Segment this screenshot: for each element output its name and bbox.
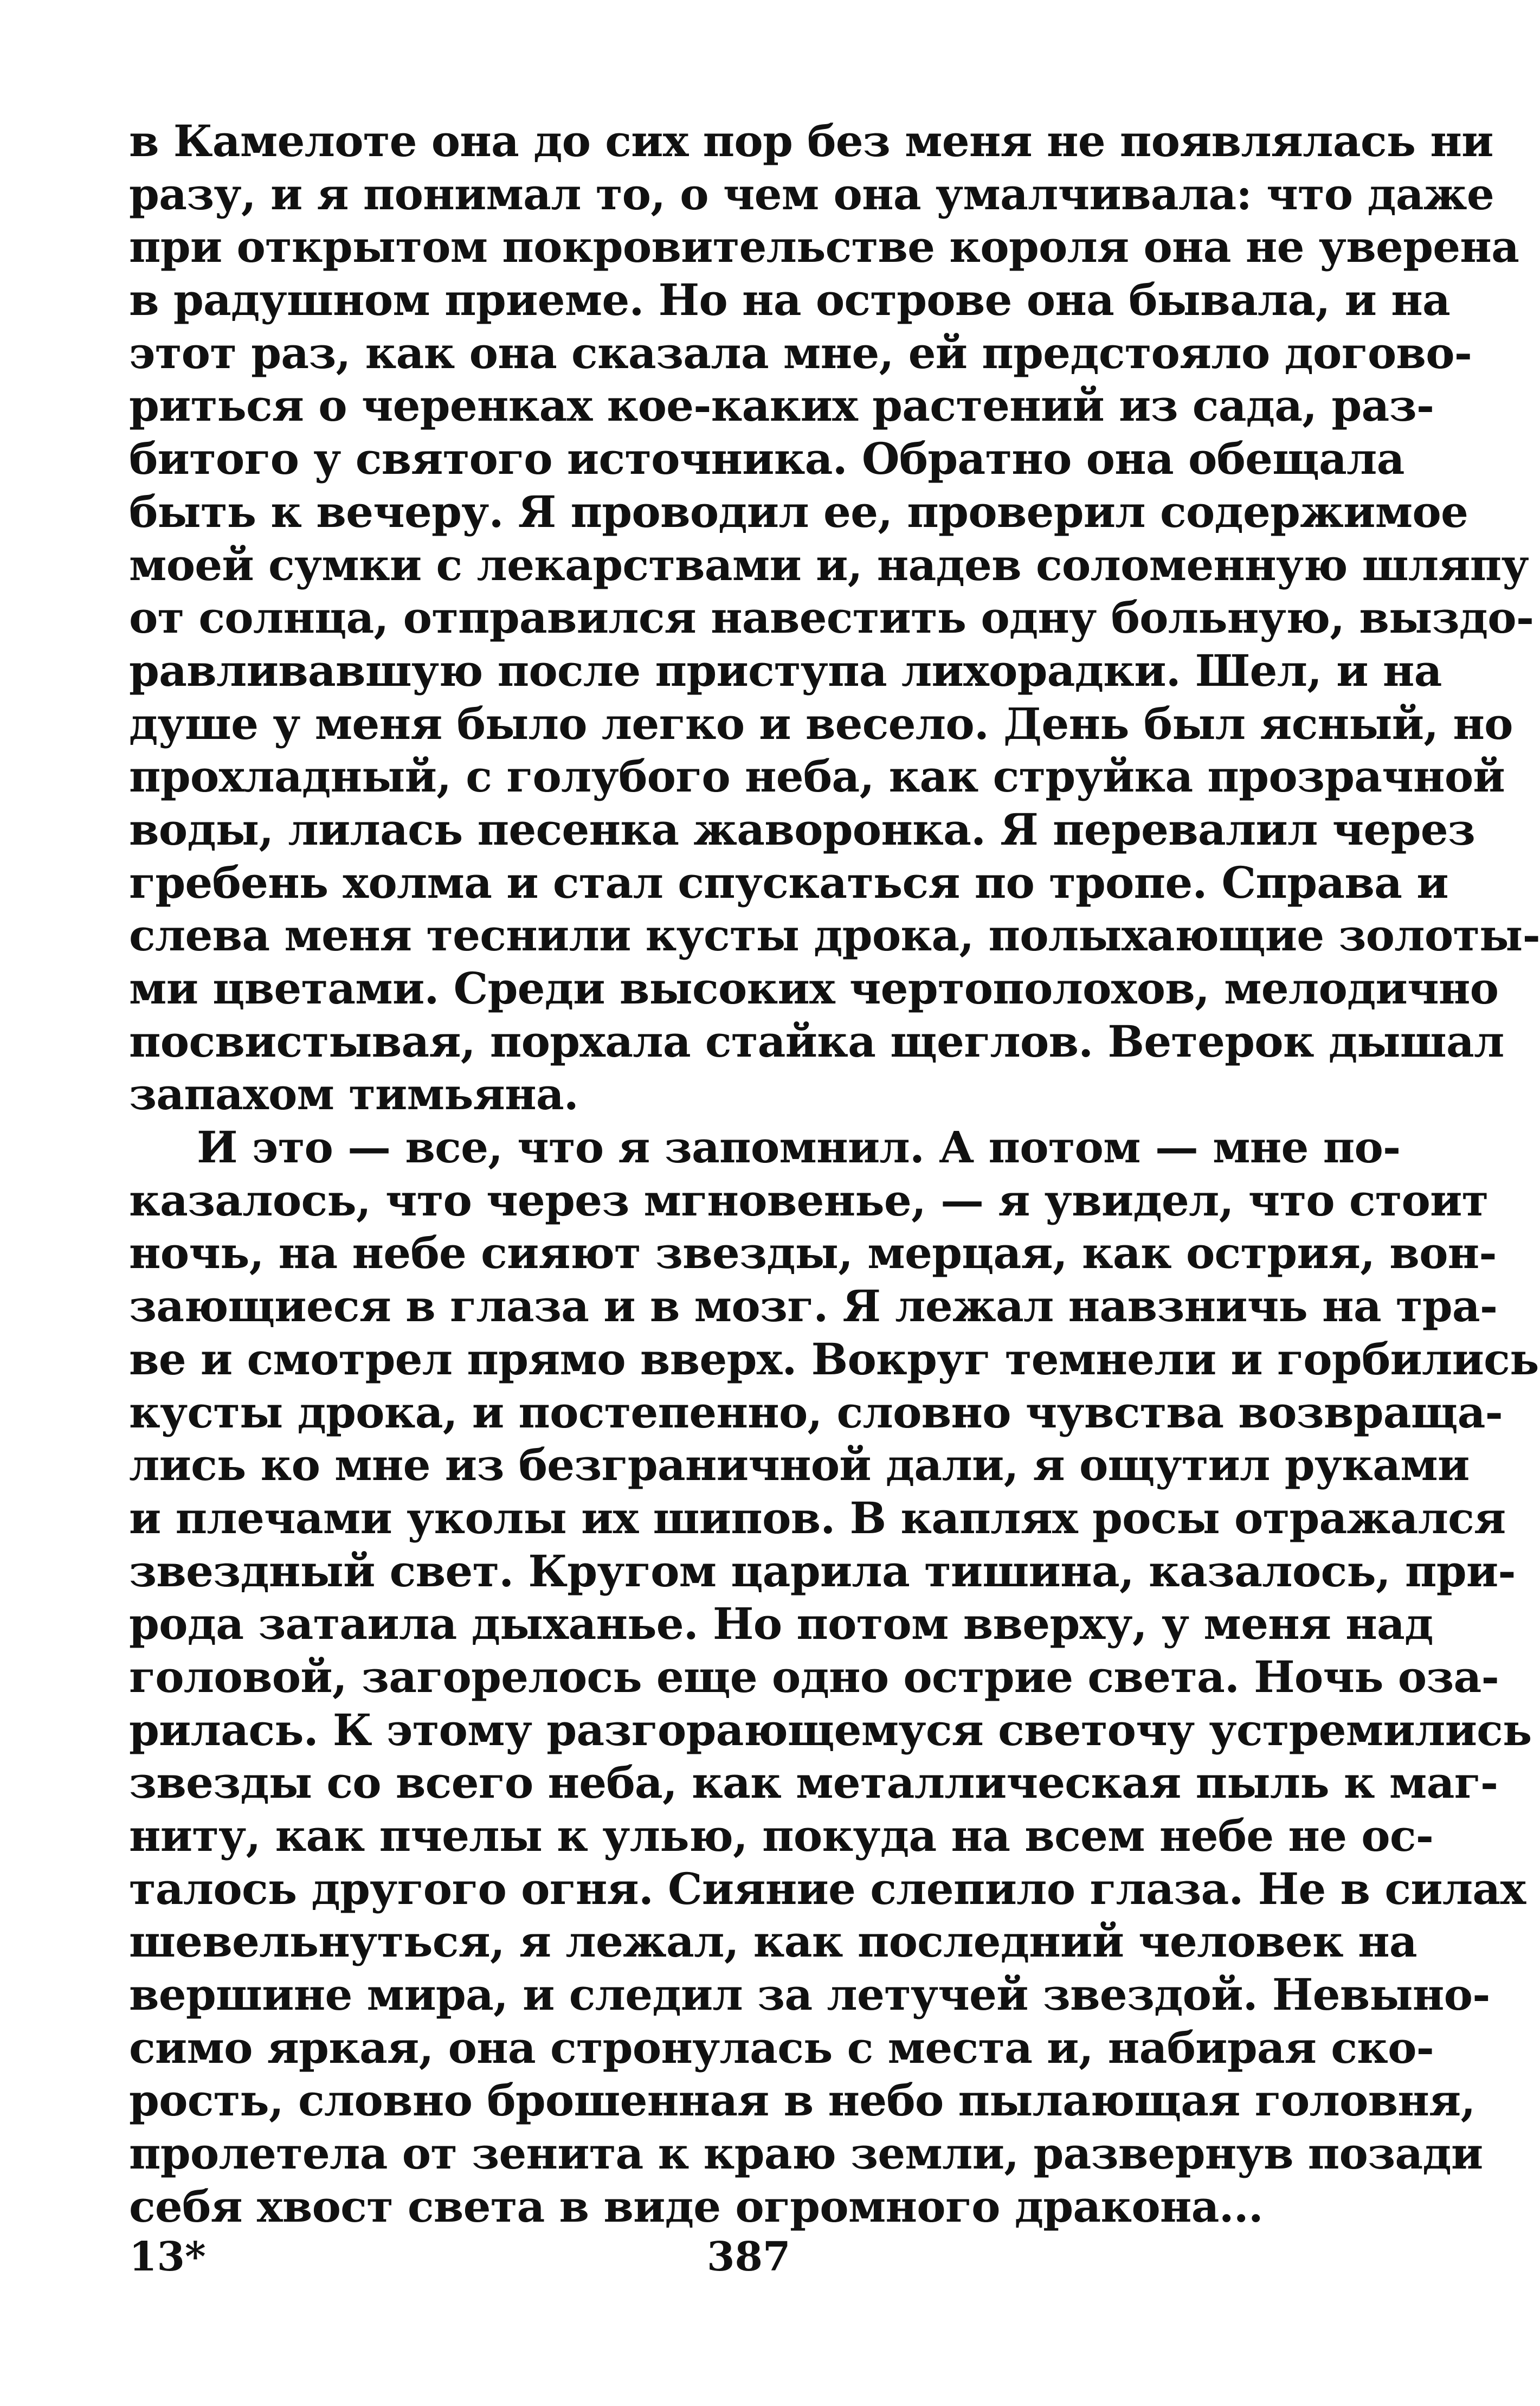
text-line: ми цветами. Среди высоких чертополохов, мелодично	[129, 963, 1499, 1014]
text-line: при открытом покровительстве короля она не уверена	[129, 221, 1519, 273]
text-line: ве и смотрел прямо вверх. Вокруг темнели и горбились	[129, 1333, 1539, 1385]
text-line: от солнца, отправился навестить одну больную, выздо-	[129, 592, 1534, 644]
text-line: в Камелоте она до сих пор без меня не появлялась ни	[129, 115, 1493, 166]
text-line: разу, и я понимал то, о чем она умалчивала: что даже	[129, 168, 1494, 220]
text-line: шевельнуться, я лежал, как последний человек на	[129, 1916, 1417, 1967]
text-line: пролетела от зенита к краю земли, развернув позади	[129, 2128, 1483, 2179]
text-line: вершине мира, и следил за летучей звездой. Невыно-	[129, 1969, 1490, 2021]
text-line: прохладный, с голубого неба, как струйка прозрачной	[129, 751, 1505, 802]
text-line-last: запахом тимьяна.	[129, 1069, 578, 1120]
text-line: ниту, как пчелы к улью, покуда на всем небе не ос-	[129, 1810, 1434, 1861]
text-line: моей сумки с лекарствами и, надев соломенную шляпу	[129, 539, 1529, 590]
text-line: головой, загорелось еще одно острие света. Ночь оза-	[129, 1651, 1499, 1702]
text-line: воды, лилась песенка жаворонка. Я перевалил через	[129, 803, 1475, 855]
page-number: 387	[707, 2234, 791, 2280]
paragraph-1	[129, 115, 1540, 1121]
text-line-last: себя хвост света в виде огромного дракона...	[129, 2180, 1263, 2232]
text-line: рилась. К этому разгорающемуся светочу устремились	[129, 1704, 1532, 1755]
text-line: риться о черенках кое-каких растений из сада, раз-	[129, 380, 1434, 432]
page-footer	[129, 2233, 1376, 2281]
text-line: посвистывая, порхала стайка щеглов. Ветерок дышал	[129, 1015, 1504, 1067]
text-line: и плечами уколы их шипов. В каплях росы отражался	[129, 1492, 1506, 1543]
text-line: талось другого огня. Сияние слепило глаза. Не в силах	[129, 1863, 1526, 1914]
text-line: слева меня теснили кусты дрока, полыхающие золоты-	[129, 910, 1540, 961]
page-text	[129, 115, 1540, 2234]
signature-mark: 13*	[129, 2234, 206, 2280]
text-line-indented: И это — все, что я запомнил. А потом — мне по-	[197, 1122, 1401, 1173]
text-line: кусты дрока, и постепенно, словно чувства возвраща-	[129, 1386, 1503, 1438]
text-line: равливавшую после приступа лихорадки. Шел, и на	[129, 645, 1442, 696]
text-line: гребень холма и стал спускаться по тропе. Справа и	[129, 857, 1448, 908]
text-line: рость, словно брошенная в небо пылающая головня,	[129, 2075, 1475, 2126]
text-line: ночь, на небе сияют звезды, мерцая, как острия, вон-	[129, 1227, 1497, 1279]
paragraph-2	[129, 1121, 1539, 2233]
text-line: звезды со всего неба, как металлическая пыль к маг-	[129, 1757, 1498, 1809]
text-line: зающиеся в глаза и в мозг. Я лежал навзничь на тра-	[129, 1281, 1498, 1332]
text-line: быть к вечеру. Я проводил ее, проверил содержимое	[129, 486, 1468, 537]
text-line: рода затаила дыханье. Но потом вверху, у меня над	[129, 1598, 1433, 1650]
text-line: в радушном приеме. Но на острове она бывала, и на	[129, 274, 1451, 326]
text-line: битого у святого источника. Обратно она обещала	[129, 433, 1404, 485]
text-line: казалось, что через мгновенье, — я увидел, что стоит	[129, 1174, 1489, 1226]
text-line: душе у меня было легко и весело. День был ясный, но	[129, 698, 1513, 749]
text-line: лись ко мне из безграничной дали, я ощутил руками	[129, 1439, 1470, 1491]
text-line: звездный свет. Кругом царила тишина, казалось, при-	[129, 1545, 1516, 1597]
text-line: симо яркая, она стронулась с места и, набирая ско-	[129, 2022, 1434, 2073]
text-line: этот раз, как она сказала мне, ей предстояло догово-	[129, 327, 1472, 378]
